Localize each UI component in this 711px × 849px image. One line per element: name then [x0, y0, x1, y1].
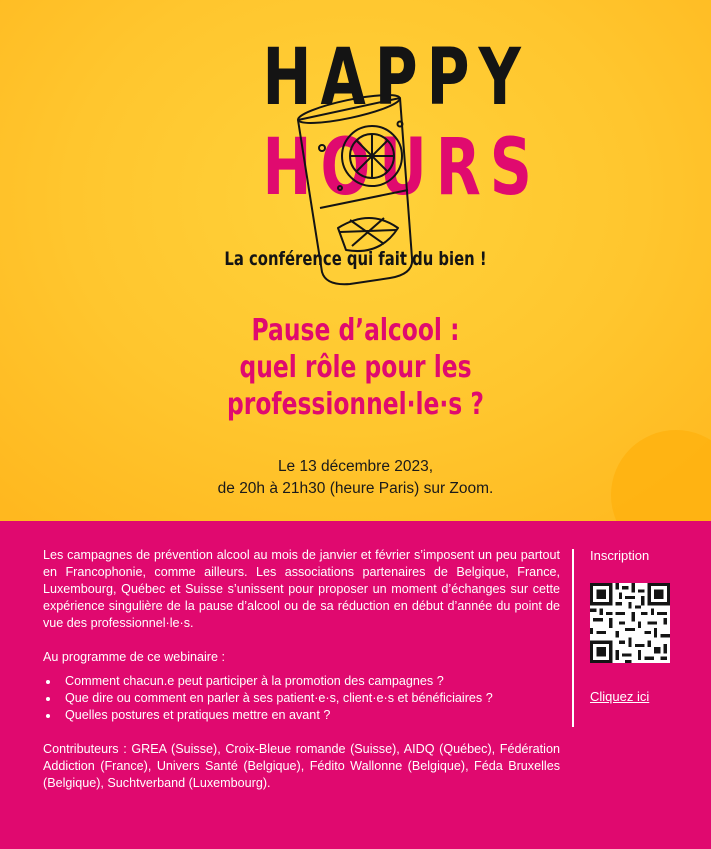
program-list [43, 673, 560, 724]
register-link[interactable]: Cliquez ici [590, 689, 650, 704]
description-column [43, 547, 560, 805]
headline-line-3: professionnel·le·s ? [227, 387, 484, 422]
event-datetime [0, 456, 711, 500]
tagline: La conférence qui fait du bien ! [224, 248, 487, 270]
vertical-divider [572, 549, 574, 727]
intro-paragraph: Les campagnes de prévention alcool au mois de janvier et février s’imposent un peu partout en Francophonie, comme ailleurs. Les associations partenaires de Belgique, France, Luxembourg, Québec et Suisse s’unissent pour proposer un moment d’échanges sur cette expérience singulière de la pause d’alcool ou de sa réduction en début d’année du point de vue des professionnel·le·s. [43, 548, 560, 630]
registration-title: Inscription [590, 548, 650, 563]
logo-happy-text: HAPPY [262, 33, 530, 123]
headline-line-2: quel rôle pour les [239, 350, 472, 385]
headline-line-1: Pause d’alcool : [251, 313, 460, 348]
list-item: Quelles postures et pratiques mettre en avant ? [43, 707, 560, 724]
contributors-paragraph: Contributeurs : GREA (Suisse), Croix-Bleue romande (Suisse), AIDQ (Québec), Fédération Addiction (France), Univers Santé (Belgique), Fédito Wallonne (Belgique), Féda Bruxelles (Belgique), Suchtverband (Luxembourg). [43, 742, 560, 790]
registration-sidebar [590, 547, 690, 704]
program-title: Au programme de ce webinaire : [43, 650, 226, 664]
list-item: Comment chacun.e peut participer à la promotion des campagnes ? [43, 673, 560, 690]
happy-hours-logo [230, 33, 541, 258]
event-time: de 20h à 21h30 (heure Paris) sur Zoom. [217, 480, 494, 497]
details-section [0, 521, 711, 849]
logo-hours-text: HOURS [262, 123, 541, 213]
event-date: Le 13 décembre 2023, [277, 458, 434, 475]
list-item: Que dire ou comment en parler à ses patient·e·s, client·e·s et bénéficiaires ? [43, 690, 560, 707]
qr-code-icon[interactable] [590, 583, 670, 663]
headline [78, 312, 633, 423]
